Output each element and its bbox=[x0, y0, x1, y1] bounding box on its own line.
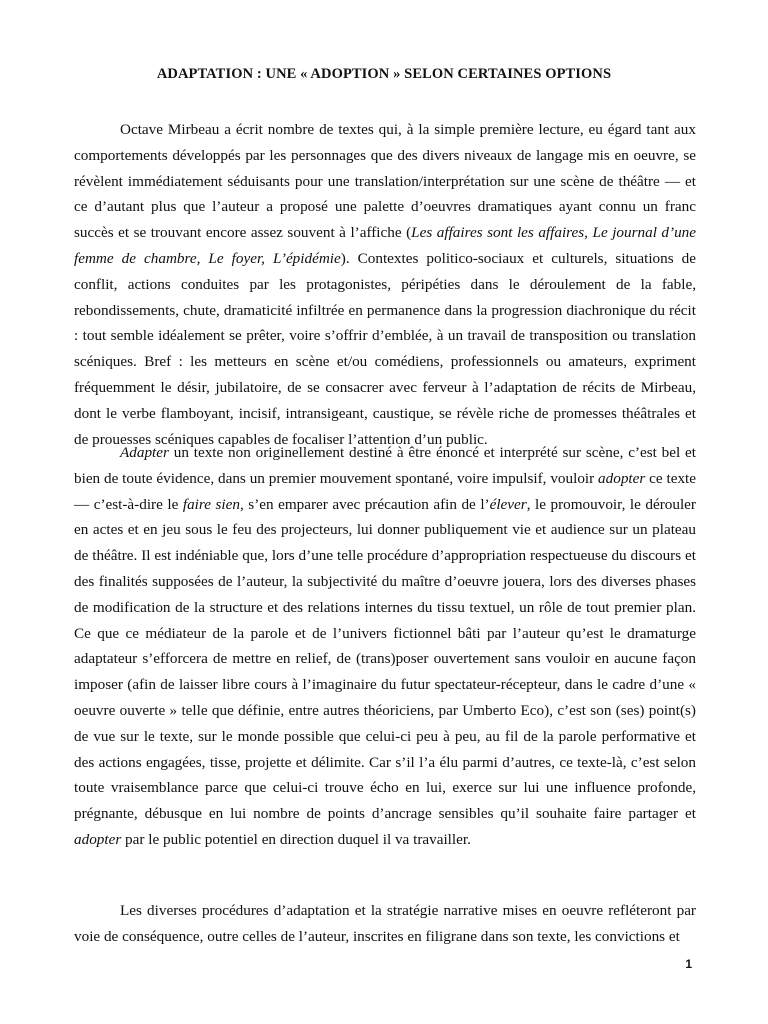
document-title: ADAPTATION : UNE « ADOPTION » SELON CERTAINES OPTIONS bbox=[156, 66, 612, 82]
page-number: 1 bbox=[685, 957, 692, 971]
text-run: ce texte — c’est-à-dire le bbox=[74, 469, 696, 513]
text-run: Les diverses procédures d’adaptation et la stratégie narrative mises en oeuvre refléteront par voie de conséquence, outre celles de l’auteur, inscrites en filigrane dans son texte, les convictions et bbox=[74, 902, 696, 945]
text-run: , le promouvoir, le dérouler en actes et en jeu sous le feu des projecteurs, lui donner publiquement vie et audience sur un plateau de théâtre. Il est indéniable que, lors d’une telle procédure d’appropriation respectueuse du discours et des finalités supposées de l’auteur, la subjectivité du maître d’oeuvre jouera, lors des diverses phases de modification de la structure et des relations internes du tissu textuel, un rôle de tout premier plan. Ce que ce médiateur de la parole et de l’univers fictionnel bâti par l’auteur qu’est le dramaturge adaptateur s’efforcera de mettre en relief, de (trans)poser ouvertement sans vouloir en aucune façon imposer (afin de laisser libre cours à l’imaginaire du futur spectateur-récepteur, dans le cadre d’une « oeuvre ouverte » telle que définie, entre autres théoriciens, par Umberto Eco), c’est son (ses) point(s) de vue sur le texte, sur le monde possible que celui-ci peu à peu, au fil de la parole performative et des actions engagées, tisse, projette et délimite. Car s’il l’a élu parmi d’autres, ce texte-là, c’est selon toute vraisemblance parce que celui-ci trouve écho en lui, exerce sur lui une influence profonde, prégnante, débusque en lui nombre de points d’ancrage sensibles qu’il souhaite faire partager et bbox=[74, 495, 696, 823]
paragraph-1 bbox=[74, 117, 696, 452]
italic-run: faire sien bbox=[182, 495, 240, 513]
text-run: Octave Mirbeau a écrit nombre de textes qui, à la simple première lecture, eu égard tant aux comportements développés par les personnages que des divers niveaux de langage mis en oeuvre, se révèlent immédiatement séduisants pour une translation/interprétation sur une scène de théâtre — et ce d’autant plus que l’auteur a proposé une palette d’oeuvres dramatiques ayant connu un franc succès et se trouvant encore assez souvent à l’affiche ( bbox=[74, 121, 696, 242]
italic-run: Les affaires sont les affaires, Le journal d’une femme de chambre, Le foyer, L’épidémie bbox=[74, 224, 697, 267]
text-run: par le public potentiel en direction duquel il va travailler. bbox=[121, 830, 471, 848]
paragraph-3 bbox=[74, 898, 696, 950]
italic-run: élever bbox=[489, 495, 527, 513]
paragraph-2 bbox=[74, 440, 696, 853]
text-run: ). Contextes politico-sociaux et culturels, situations de conflit, actions conduites par les protagonistes, péripéties dans le déroulement de la fable, rebondissements, chute, dramaticité infiltrée en permanence dans la progression diachronique du récit : tout semble idéalement se prêter, voire s’offrir d’emblée, à un travail de transposition ou translation scéniques. Bref : les metteurs en scène et/ou comédiens, professionnels ou amateurs, expriment fréquemment le désir, jubilatoire, de se consacrer avec ferveur à l’adaptation de récits de Mirbeau, dont le verbe flamboyant, incisif, intransigeant, caustique, se révèle riche de promesses théâtrales et de prouesses scéniques capables de focaliser l’attention d’un public. bbox=[74, 249, 697, 448]
text-run: un texte non originellement destiné à être énoncé et interprété sur scène, c’est bel et bien de toute évidence, dans un premier mouvement spontané, voire impulsif, vouloir bbox=[74, 444, 696, 487]
italic-run: adopter bbox=[598, 469, 646, 487]
italic-run: adopter bbox=[74, 830, 122, 848]
text-run: , s’en emparer avec précaution afin de l’ bbox=[239, 495, 490, 513]
italic-run: Adapter bbox=[120, 444, 169, 461]
